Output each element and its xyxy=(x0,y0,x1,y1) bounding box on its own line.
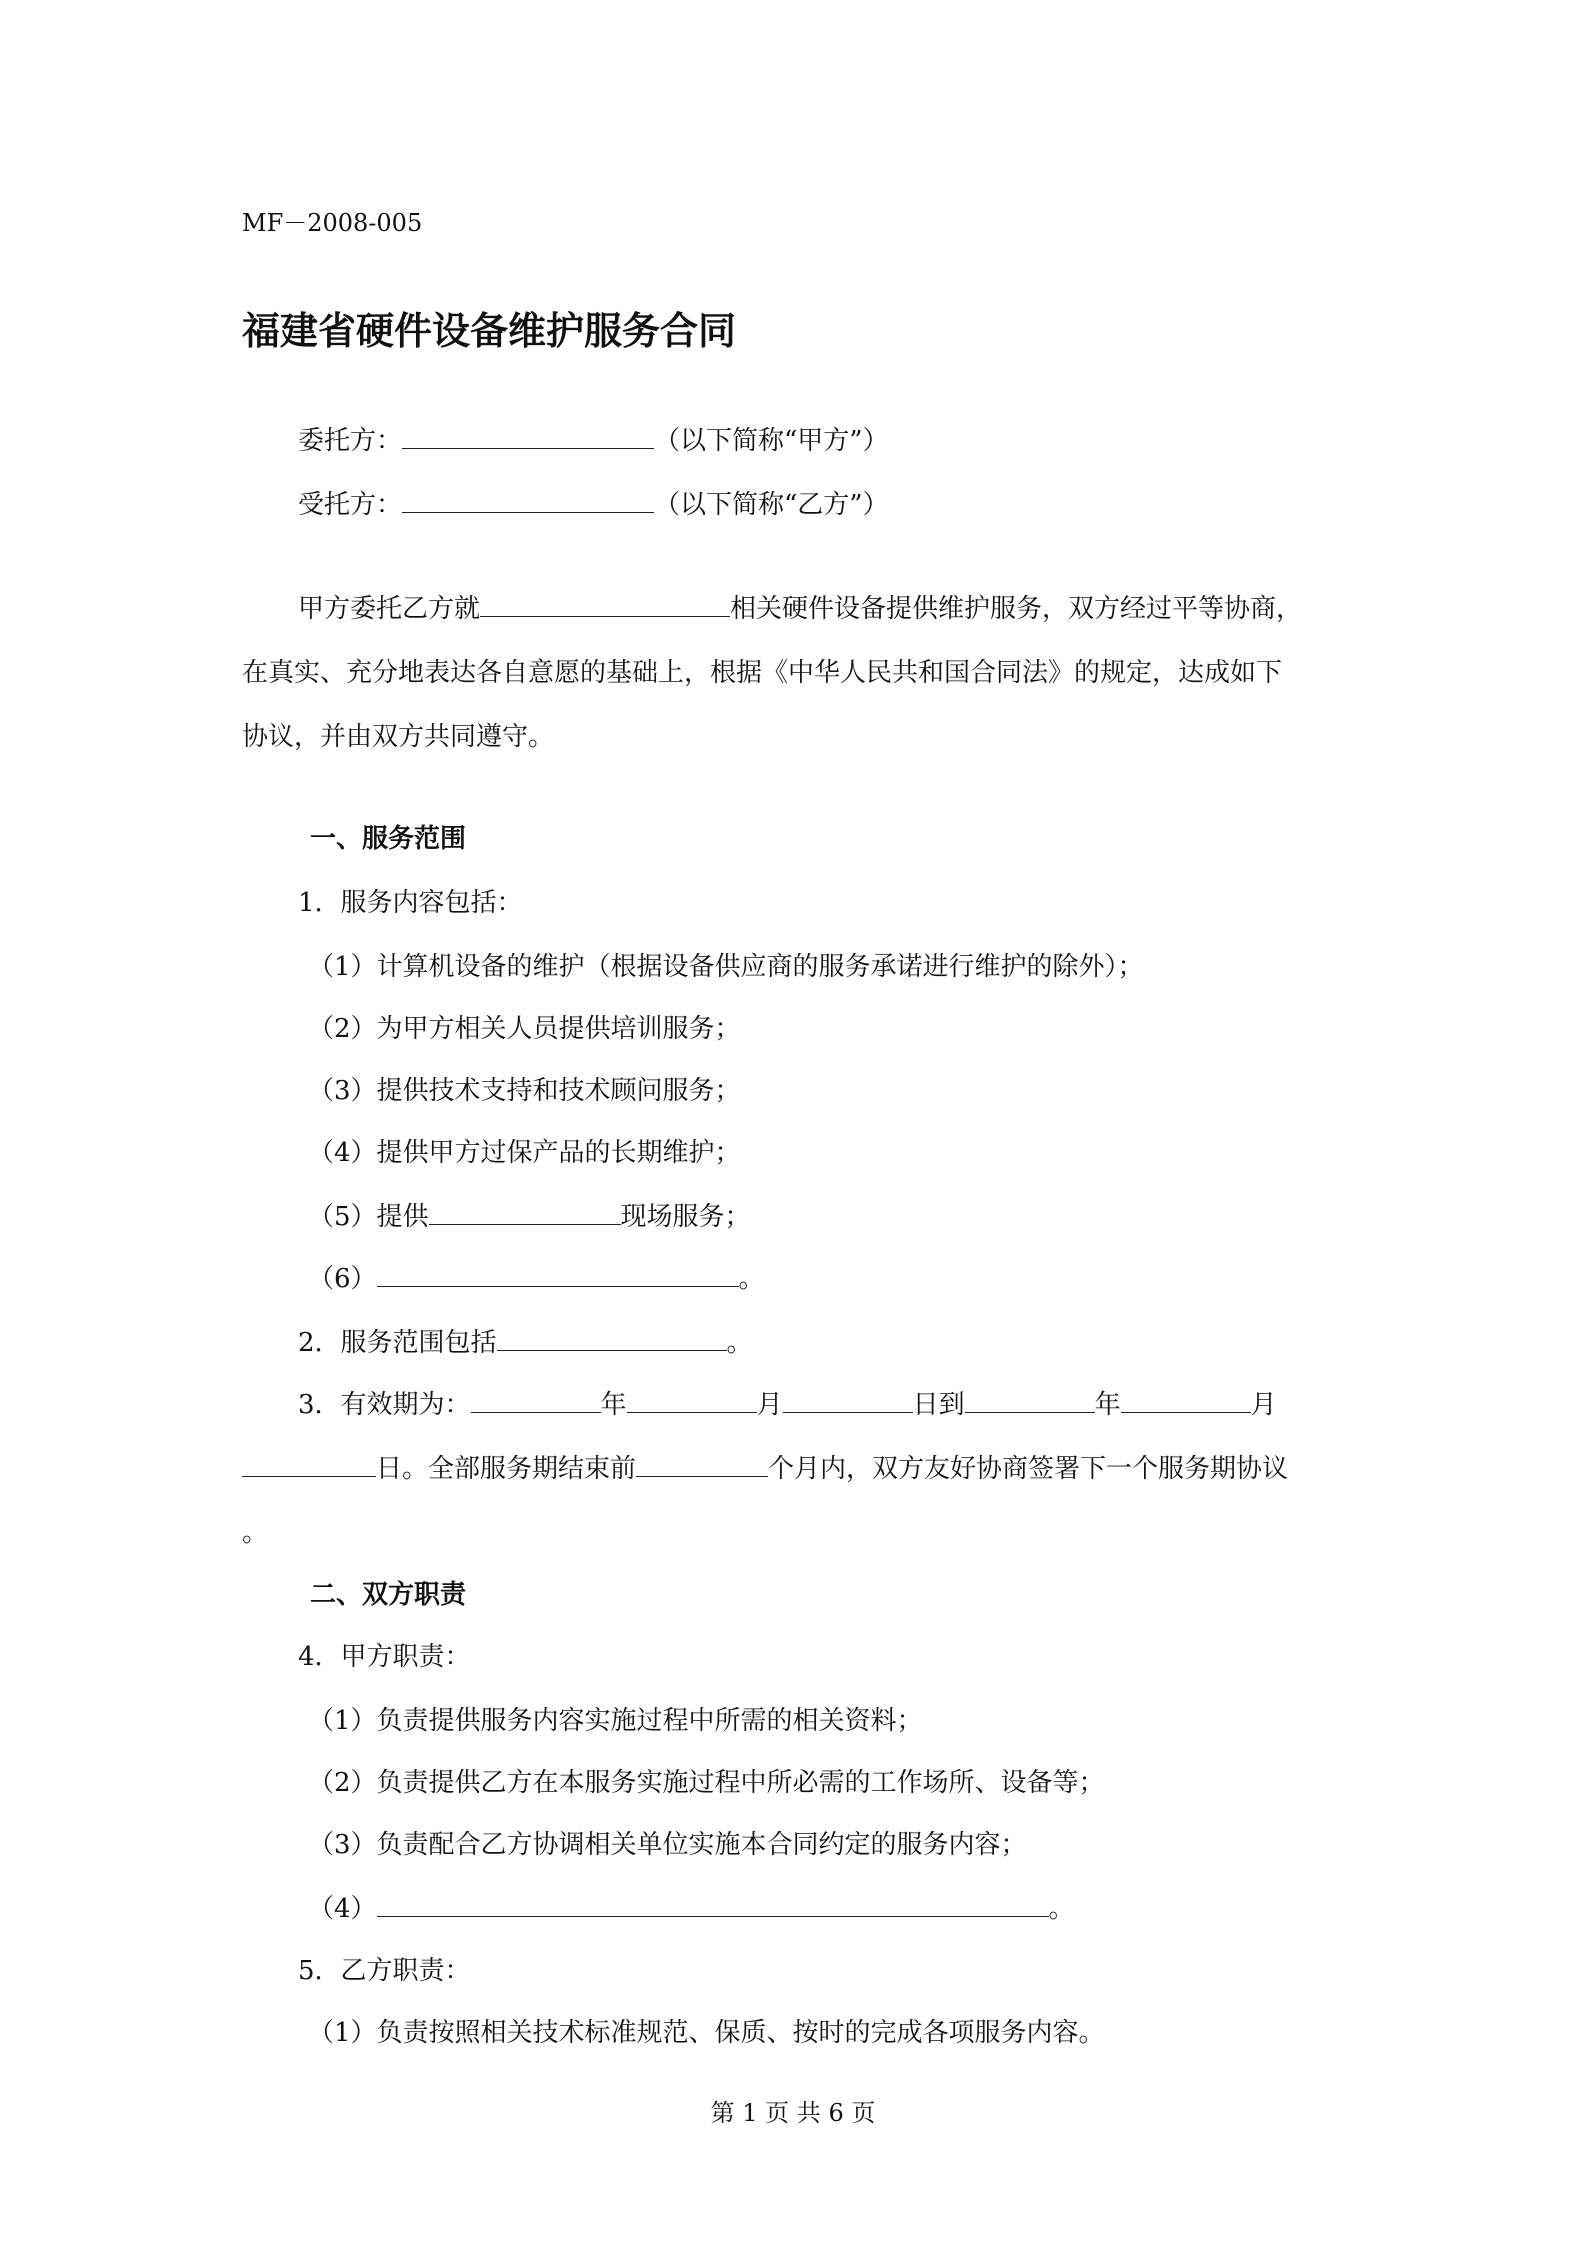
contractor-suffix: （以下简称“乙方”） xyxy=(654,490,889,520)
clause-1-sub-6-text: （6） xyxy=(308,1264,377,1294)
clause-1-sub-1: （1）计算机设备的维护（根据设备供应商的服务承诺进行维护的除外）； xyxy=(308,952,1144,982)
clause-1-sub-4: （4）提供甲方过保产品的长期维护； xyxy=(308,1138,741,1168)
clause-4-sub-4 xyxy=(308,1892,1075,1926)
clause-1-sub-5-text-a: （5）提供 xyxy=(308,1202,429,1232)
clause-3-line-2 xyxy=(242,1452,1288,1486)
document-title: 福建省硬件设备维护服务合同 xyxy=(242,309,737,353)
clause-1-sub-6 xyxy=(308,1262,765,1296)
clause-5: 5．乙方职责： xyxy=(298,1956,471,1986)
clause-2-text: 2．服务范围包括 xyxy=(298,1328,497,1358)
service-scope-blank xyxy=(497,1326,727,1351)
intro-line-2: 在真实、充分地表达各自意愿的基础上，根据《中华人民共和国合同法》的规定，达成如下 xyxy=(242,658,1283,688)
clause-4-sub-4-text: （4） xyxy=(308,1894,377,1924)
renewal-text: 个月内，双方友好协商签署下一个服务期协议 xyxy=(768,1454,1289,1484)
end-year-blank xyxy=(965,1388,1095,1413)
other-service-blank xyxy=(377,1262,739,1287)
client-label: 委托方： xyxy=(298,426,403,456)
section-2-heading: 二、双方职责 xyxy=(310,1580,467,1610)
end-month-label: 月 xyxy=(1250,1390,1277,1420)
clause-1: 1．服务内容包括： xyxy=(298,888,523,918)
clause-3-label: 3．有效期为： xyxy=(298,1390,471,1420)
clause-1-sub-2: （2）为甲方相关人员提供培训服务； xyxy=(308,1014,741,1044)
client-name-blank xyxy=(402,424,654,449)
client-suffix: （以下简称“甲方”） xyxy=(654,426,889,456)
renewal-months-blank xyxy=(636,1452,768,1477)
client-duty-blank xyxy=(377,1892,1049,1917)
start-day-label: 日到 xyxy=(912,1390,965,1420)
intro-line-3: 协议，并由双方共同遵守。 xyxy=(242,722,555,752)
clause-4-sub-4-period: 。 xyxy=(1048,1894,1075,1924)
service-subject-blank xyxy=(480,592,730,617)
onsite-service-blank xyxy=(429,1200,621,1225)
clause-4-sub-2: （2）负责提供乙方在本服务实施过程中所必需的工作场所、设备等； xyxy=(308,1768,1105,1798)
clause-1-sub-3: （3）提供技术支持和技术顾问服务； xyxy=(308,1076,741,1106)
clause-1-sub-6-period: 。 xyxy=(738,1264,765,1294)
clause-3-line-1 xyxy=(298,1388,1277,1422)
start-year-label: 年 xyxy=(600,1390,627,1420)
start-month-label: 月 xyxy=(756,1390,783,1420)
clause-1-sub-5-text-b: 现场服务； xyxy=(620,1202,751,1232)
intro-text-a: 甲方委托乙方就 xyxy=(298,594,481,624)
clause-5-sub-1: （1）负责按照相关技术标准规范、保质、按时的完成各项服务内容。 xyxy=(308,2018,1105,2048)
section-1-heading: 一、服务范围 xyxy=(310,824,467,854)
clause-3-period: 。 xyxy=(242,1518,269,1548)
clause-4: 4．甲方职责： xyxy=(298,1642,471,1672)
contractor-label: 受托方： xyxy=(298,490,403,520)
end-day-text: 日。全部服务期结束前 xyxy=(376,1454,637,1484)
contractor-line xyxy=(298,488,889,522)
clause-2-period: 。 xyxy=(726,1328,753,1358)
contractor-name-blank xyxy=(402,488,654,513)
page-number-footer: 第 1 页 共 6 页 xyxy=(710,2099,876,2127)
document-code: MF－2008-005 xyxy=(242,209,423,237)
clause-1-sub-5 xyxy=(308,1200,751,1234)
clause-2 xyxy=(298,1326,753,1360)
start-year-blank xyxy=(471,1388,601,1413)
client-line xyxy=(298,424,889,458)
end-day-blank xyxy=(242,1452,376,1477)
intro-text-b: 相关硬件设备提供维护服务，双方经过平等协商， xyxy=(730,594,1303,624)
end-year-label: 年 xyxy=(1094,1390,1121,1420)
end-month-blank xyxy=(1121,1388,1251,1413)
clause-4-sub-1: （1）负责提供服务内容实施过程中所需的相关资料； xyxy=(308,1706,923,1736)
start-month-blank xyxy=(627,1388,757,1413)
start-day-blank xyxy=(783,1388,913,1413)
intro-line-1 xyxy=(298,592,1302,626)
clause-4-sub-3: （3）负责配合乙方协调相关单位实施本合同约定的服务内容； xyxy=(308,1830,1027,1860)
